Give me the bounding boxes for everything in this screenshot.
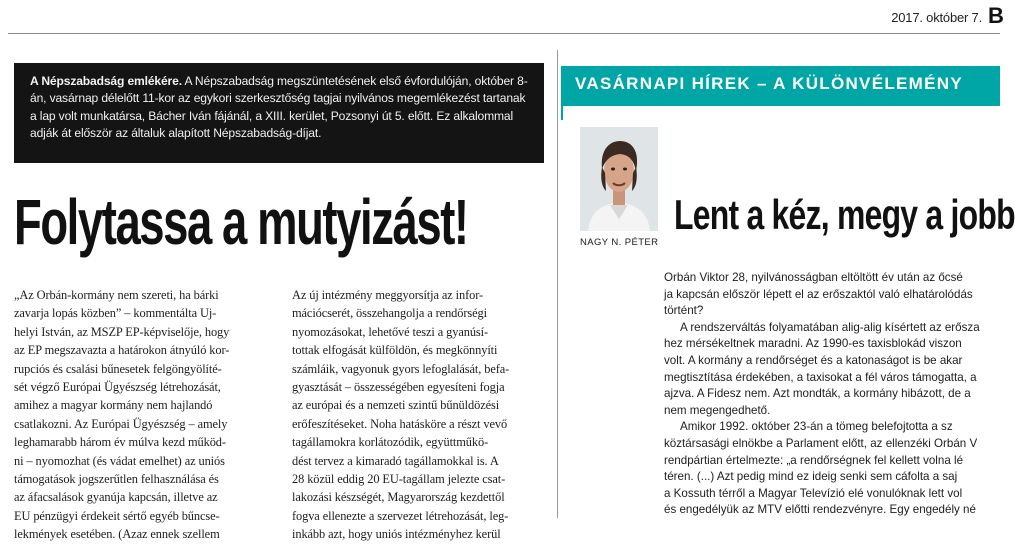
column-line: A rendszerváltás folyamatában alig-alig kísértett az erősza <box>680 320 980 334</box>
memorial-notice-lead: A Népszabadság emlékére. <box>30 74 182 88</box>
column-line: nem megengedhető. <box>664 403 771 417</box>
column-line: rendpártian értelmezte: „a rendőrségnek fel kellett volna lé <box>664 453 964 467</box>
author-portrait-photo <box>580 127 658 231</box>
column-line: és engedélyük az MTV előtti rendezvényre. Egy engedély né <box>664 503 976 517</box>
column-line: ja kapcsán először lépett el az erőszaktól való elhatárolódás <box>664 287 973 301</box>
column-line: Amikor 1992. október 23-án a tömeg belefojtotta a sz <box>680 420 953 434</box>
column-line: hez mérsékeltnek maradni. Az 1990-es taxisblokád viszon <box>664 337 962 351</box>
column-line: megtisztítása érdekében, a taxisokat a fél város támogatta, a <box>664 370 977 384</box>
issue-date: 2017. október 7. <box>891 10 982 25</box>
column-line: ajzva. A Fidesz nem. Azt mondták, a kormány hibázott, de a <box>664 387 971 401</box>
column-banner <box>561 66 1000 106</box>
column-line: a Kossuth térről a Magyar Televízió elé vonulóknak lett vol <box>664 486 963 500</box>
column-divider <box>557 50 558 518</box>
column-body <box>664 270 1000 518</box>
article-headline: Folytassa a mutyizást! <box>14 186 468 258</box>
column-line: történt? <box>664 304 704 318</box>
memorial-notice-box <box>14 63 544 163</box>
column-line: volt. A kormány a rendőrséget és a katonaságot is be akar <box>664 353 963 367</box>
header-rule <box>8 33 1000 34</box>
column-banner-rule <box>561 106 1000 120</box>
column-line: Orbán Viktor 28, nyilvánosságban eltöltött év után az őcsé <box>664 271 963 284</box>
column-line: köztársasági elnökbe a Parlament előtt, az ellenzéki Orbán V <box>664 436 978 450</box>
column-banner-title: VASÁRNAPI HÍREK – A KÜLÖNVÉLEMÉNY <box>575 74 963 93</box>
article-column-1: „Az Orbán-kormány nem szereti, ha bárki zavarja lopás közben” – kommentálta Uj- helyi István, az MSZP EP-képviselője, hogy az EP megszavazta a határokon átnyúló kor- rupciós és csalási bűnesetek felgöngyölíté- sét végző Európai Ügyészség létrehozását, amihez a magyar kormány nem hajlandó csatlakozni. Az Európai Ügyészség – amely leghamarabb három év múlva kezd működ- ni – nyomozhat (és vádat emelhet) az uniós támogatások jogszerűtlen felhasználása és az áfacsalások gyanúja kapcsán, illetve az EU pénzügyi érdekeit sértő egyéb bűncse- lekmények esetében. (Azaz ennek szellem <box>14 288 230 542</box>
column-headline: Lent a kéz, megy a jobb <box>674 191 1015 238</box>
column-line: téren. (...) Azt pedig mind ez ideig senki sem cáfolta a saj <box>664 470 958 484</box>
author-name: NAGY N. PÉTER <box>580 237 659 248</box>
portrait-illustration <box>580 127 658 231</box>
memorial-notice-text: A Népszabadság megszüntetésének első évfordulóján, október 8-án, vasárnap délelőtt 11-kor az egykori szerkesztőség tagjai nyilvános megemlékezést tartanak a lap volt munkatársa, Bácher Iván fájánál, a XIII. kerület, Pozsonyi út 5. előtt. Ez alkalommal adják át először az általuk alapított Népszabadság-díjat. <box>30 74 528 140</box>
section-initial: B <box>988 3 1004 28</box>
article-column-2: Az új intézmény meggyorsítja az infor- mációcserét, összehangolja a rendőrségi nyomozásokat, lehetővé teszi a gyanúsí- tottak elfogását külföldön, és megkönnyíti számláik, vagyonuk gyors lefoglalását, befa- gyasztását – összességében egyesíteni fogja az európai és a nemzeti szintű bűnüldözési erőfeszítéseket. Noha hatásköre a részt vevő tagállamokra korlátozódik, együttműkö- dést tervez a kimaradó tagállamokkal is. A 28 közül eddig 20 EU-tagállam jelezte csat- lakozási készségét, Magyarország kezdettől fogva ellenezte a szervezet létrehozását, leg- inkább azt, hogy uniós intézményhez kerül <box>292 288 510 542</box>
